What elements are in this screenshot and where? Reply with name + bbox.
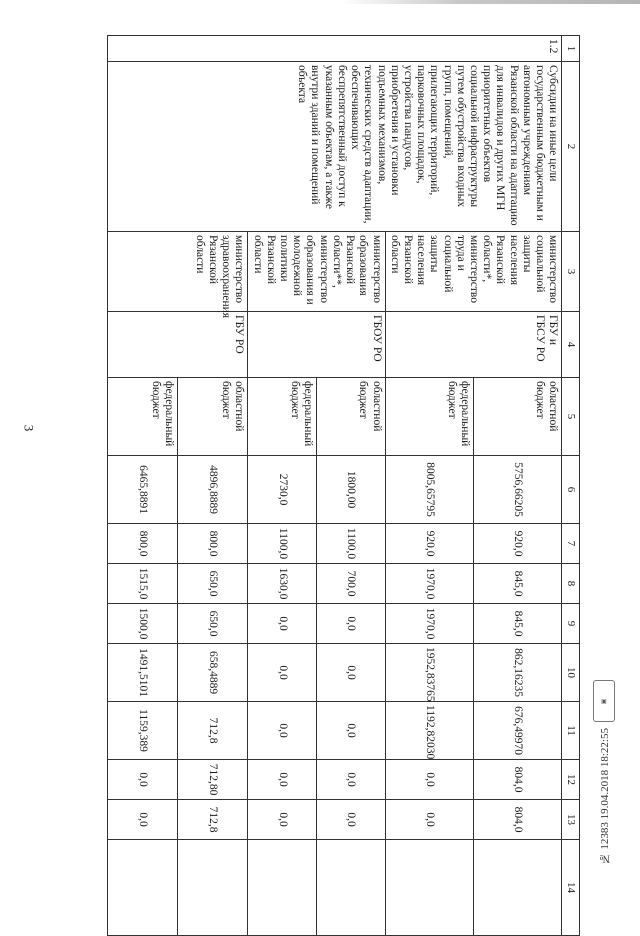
ministry-cell: министерство здравоохранения Рязанской области — [108, 232, 248, 312]
value-cell: 1491,5101 — [108, 644, 178, 702]
value-cell: 845,0 — [473, 564, 561, 604]
header-cell: 14 — [562, 840, 580, 936]
source-cell: федеральный бюджет — [385, 378, 473, 456]
value-cell: 0,0 — [248, 604, 317, 644]
value-cell: 4896,8889 — [178, 456, 248, 524]
ministry-cell: министерство социальной защиты населения Рязанской области*, министерство труда и социальной защиты населения Рязанской области — [385, 232, 562, 312]
source-cell: федеральный бюджет — [248, 378, 317, 456]
executor-cell: ГБОУ РО — [248, 312, 385, 378]
value-cell: 1159,389 — [108, 702, 178, 760]
value-cell: 862,16235 — [473, 644, 561, 702]
header-cell: 10 — [562, 644, 580, 702]
header-cell: 1 — [562, 36, 580, 62]
value-cell: 0,0 — [385, 800, 473, 840]
value-cell: 1800,00 — [316, 456, 385, 524]
header-cell: 13 — [562, 800, 580, 840]
source-cell: федеральный бюджет — [108, 378, 178, 456]
value-cell: 8005,65795 — [385, 456, 473, 524]
value-cell: 5756,66205 — [473, 456, 561, 524]
source-cell: областной бюджет — [316, 378, 385, 456]
value-cell: 1952,83765 — [385, 644, 473, 702]
header-cell: 7 — [562, 524, 580, 564]
executor-cell: ГБУ и ГБСУ РО — [385, 312, 562, 378]
value-cell: 0,0 — [248, 800, 317, 840]
scan-edge-mark — [340, 0, 640, 4]
budget-table — [107, 35, 580, 936]
value-cell — [316, 840, 385, 936]
value-cell: 0,0 — [385, 760, 473, 800]
value-cell: 0,0 — [316, 644, 385, 702]
value-cell: 650,0 — [178, 564, 248, 604]
value-cell: 1100,0 — [248, 524, 317, 564]
value-cell: 0,0 — [316, 604, 385, 644]
value-cell: 804,0 — [473, 800, 561, 840]
value-cell: 0,0 — [248, 644, 317, 702]
value-cell: 845,0 — [473, 604, 561, 644]
header-cell: 3 — [562, 232, 580, 312]
value-cell: 0,0 — [108, 760, 178, 800]
value-cell: 658,4889 — [178, 644, 248, 702]
value-cell: 700,0 — [316, 564, 385, 604]
ministry-cell: министерство образования Рязанской области**, министерство образования и молодежной политики Рязанской области — [248, 232, 385, 312]
value-cell: 1630,0 — [248, 564, 317, 604]
value-cell — [178, 840, 248, 936]
row-number: 1.2 — [108, 36, 562, 62]
source-cell: областной бюджет — [473, 378, 561, 456]
value-cell: 0,0 — [316, 702, 385, 760]
source-cell: областной бюджет — [178, 378, 248, 456]
value-cell: 1100,0 — [316, 524, 385, 564]
value-cell: 0,0 — [108, 800, 178, 840]
emblem-icon: ▣ — [593, 680, 615, 722]
value-cell: 1515,0 — [108, 564, 178, 604]
header-cell: 8 — [562, 564, 580, 604]
table-row — [473, 36, 561, 936]
header-cell: 12 — [562, 760, 580, 800]
value-cell: 712,8 — [178, 702, 248, 760]
value-cell: 920,0 — [473, 524, 561, 564]
header-cell: 9 — [562, 604, 580, 644]
value-cell: 1192,82030 — [385, 702, 473, 760]
document-stamp — [583, 680, 640, 905]
value-cell: 712,80 — [178, 760, 248, 800]
value-cell: 712,8 — [178, 800, 248, 840]
value-cell: 0,0 — [316, 800, 385, 840]
value-cell: 800,0 — [108, 524, 178, 564]
value-cell: 676,49970 — [473, 702, 561, 760]
value-cell: 920,0 — [385, 524, 473, 564]
header-row — [562, 36, 580, 936]
value-cell: 0,0 — [248, 702, 317, 760]
header-cell: 5 — [562, 378, 580, 456]
page-number: 3 — [21, 424, 37, 432]
value-cell: 1970,0 — [385, 564, 473, 604]
value-cell — [385, 840, 473, 936]
value-cell: 804,0 — [473, 760, 561, 800]
value-cell — [473, 840, 561, 936]
value-cell: 800,0 — [178, 524, 248, 564]
value-cell — [248, 840, 317, 936]
row-description: Субсидии на иные цели государственным бюджетным и автономным учреждениям Рязанской области на адаптацию для инвалидов и других МГН приоритетных объектов социальной инфраструктуры путем обустройства входных групп, помещений, прилегающих территорий, парковочных площадок, устройства пандусов, приобретения и установки подъемных механизмов, технических средств адаптации, обеспечивающих беспрепятственный доступ к указанным объектам, а также внутри зданий и помещений объекта — [108, 62, 562, 232]
value-cell: 1500,0 — [108, 604, 178, 644]
value-cell: 0,0 — [248, 760, 317, 800]
value-cell: 6465,8891 — [108, 456, 178, 524]
executor-cell: ГБУ РО — [108, 312, 248, 378]
value-cell: 1970,0 — [385, 604, 473, 644]
header-cell: 11 — [562, 702, 580, 760]
value-cell: 650,0 — [178, 604, 248, 644]
value-cell: 2730,0 — [248, 456, 317, 524]
header-cell: 6 — [562, 456, 580, 524]
value-cell — [108, 840, 178, 936]
registration-stamp: № 12383 19.04.2018 18:22:55 — [599, 728, 611, 865]
header-cell: 2 — [562, 62, 580, 232]
value-cell: 0,0 — [316, 760, 385, 800]
header-cell: 4 — [562, 312, 580, 378]
rotated-page — [60, 35, 580, 895]
